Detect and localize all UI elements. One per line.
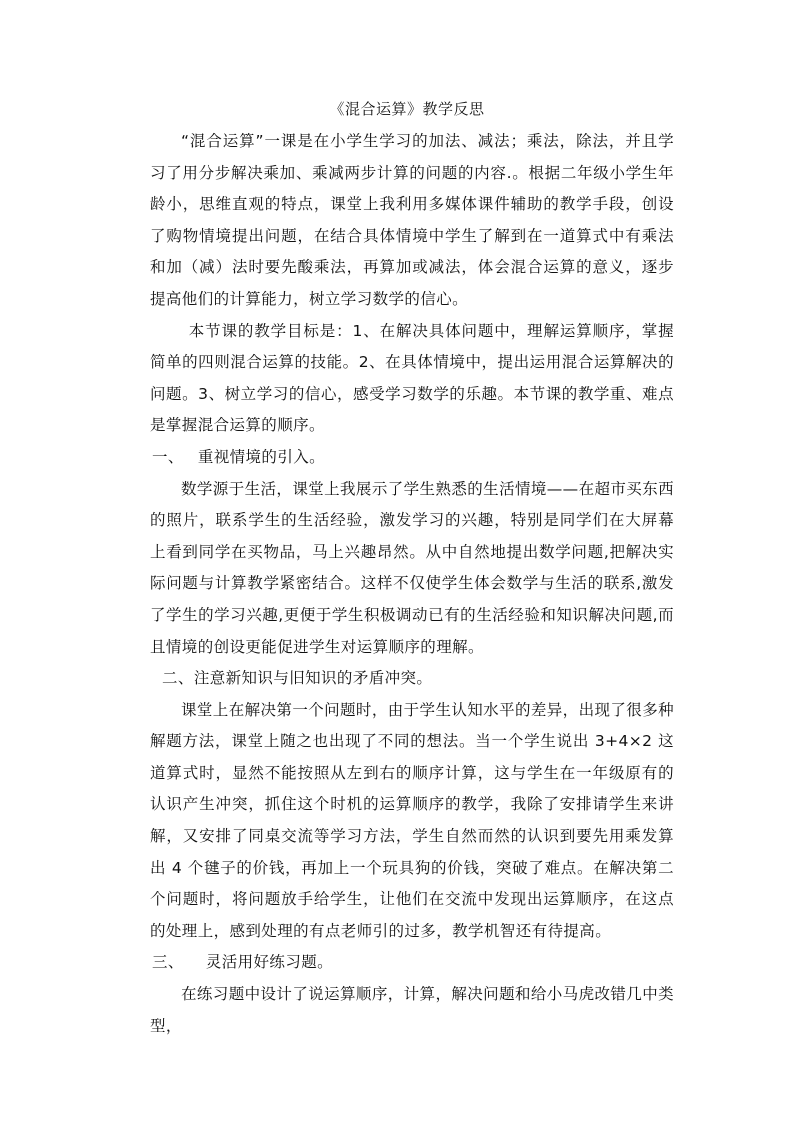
- section-number-3: 三、: [152, 953, 184, 972]
- objectives-paragraph: 本节课的教学目标是：1、在解决具体问题中，理解运算顺序，掌握简单的四则混合运算的技能。2、在具体情境中，提出运用混合运算解决的问题。3、树立学习的信心，感受学习数学的乐趣。本节课的教学重、难点是掌握混合运算的顺序。: [150, 321, 674, 435]
- section-paragraph-3: 在练习题中设计了说运算顺序，计算，解决问题和给小马虎改错几中类型，: [150, 985, 674, 1035]
- section-title-2: 注意新知识与旧知识的矛盾冲突。: [193, 669, 433, 688]
- intro-paragraph: “混合运算”一课是在小学生学习的加法、减法；乘法，除法，并且学习了用分步解决乘加、乘减两步计算的问题的内容.。根据二年级小学生年龄小，思维直观的特点，课堂上我利用多媒体课件辅助的教学手段，创设了购物情境提出问题，在结合具体情境中学生了解到在一道算式中有乘法和加（减）法时要先酸乘法，再算加或减法，体会混合运算的意义，逐步提高他们的计算能力，树立学习数学的信心。: [150, 132, 674, 308]
- section-paragraph-2: 课堂上在解决第一个问题时，由于学生认知水平的差异，出现了很多种解题方法，课堂上随之也出现了不同的想法。当一个学生说出 3+4×2 这道算式时，显然不能按照从左到右的顺序计算，这与学生在一年级原有的认识产生冲突，抓住这个时机的运算顺序的教学，我除了安排请学生来讲解，又安排了同桌交流等学习方法，学生自然而然的认识到要先用乘发算出 4 个毽子的价钱，再加上一个玩具狗的价钱，突破了难点。在解决第二个问题时，将问题放手给学生，让他们在交流中发现出运算顺序，在这点的处理上，感到处理的有点老师引的过多，教学机智还有待提高。: [150, 700, 674, 940]
- section-number-2: 二、: [162, 669, 194, 688]
- document-body: [150, 126, 674, 1042]
- section-number-1: 一、: [152, 447, 184, 466]
- page-title: 《混合运算》教学反思: [329, 100, 485, 118]
- section-title-1: 重视情境的引入。: [197, 447, 326, 466]
- section-heading-2: [150, 663, 674, 695]
- section-title-3: 灵活用好练习题。: [205, 953, 334, 972]
- section-heading-1: [150, 442, 674, 474]
- section-heading-3: [150, 947, 674, 979]
- section-paragraph-1: 数学源于生活，课堂上我展示了学生熟悉的生活情境——在超市买东西的照片，联系学生的生活经验，激发学习的兴趣，特别是同学们在大屏幕上看到同学在买物品，马上兴趣昂然。从中自然地提出数学问题,把解决实际问题与计算教学紧密结合。这样不仅使学生体会数学与生活的联系,激发了学生的学习兴趣,更便于学生积极调动已有的生活经验和知识解决问题,而且情境的创设更能促进学生对运算顺序的理解。: [150, 479, 674, 656]
